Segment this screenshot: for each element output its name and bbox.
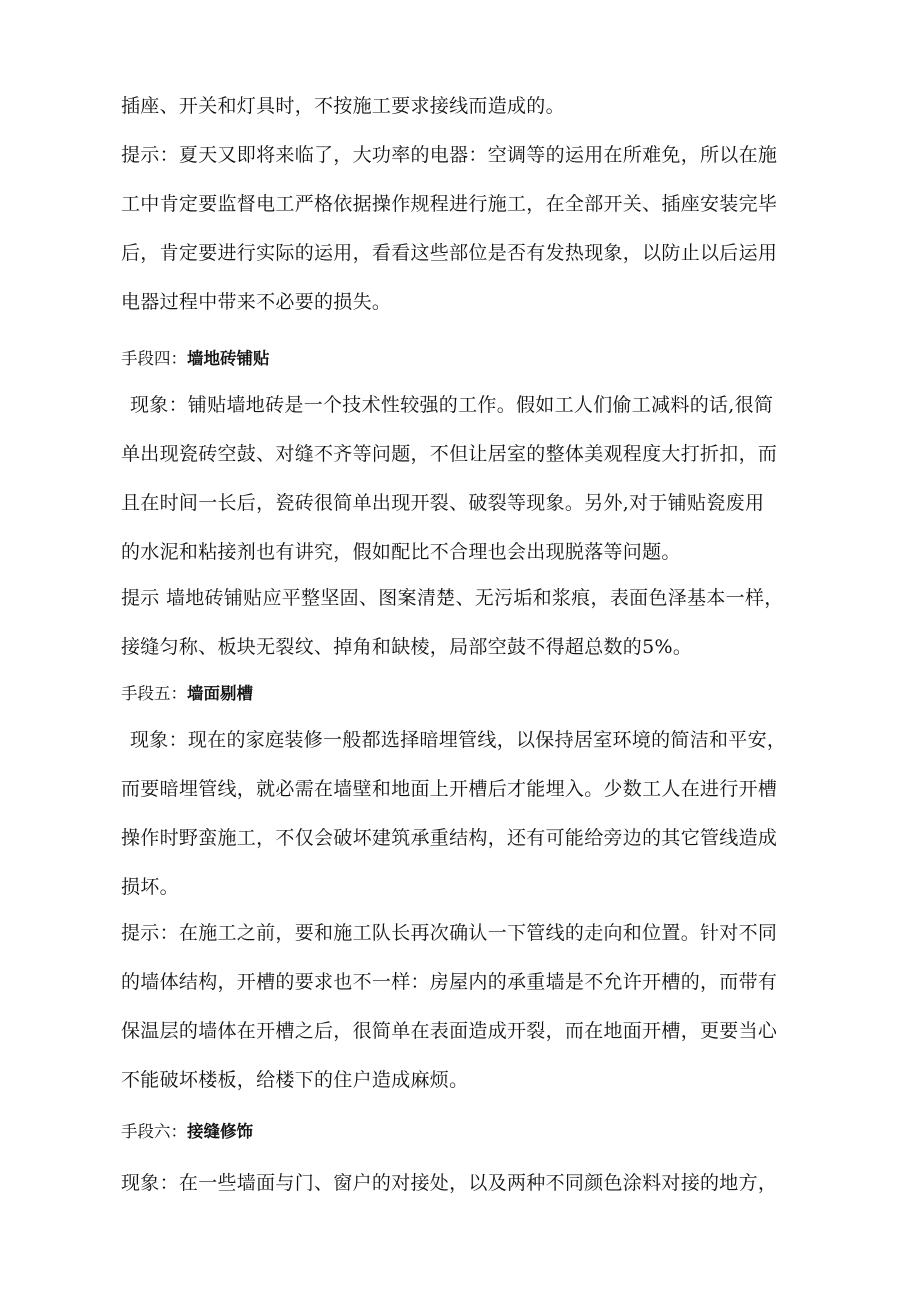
- paragraph-line: 的墙体结构，开槽的要求也不一样：房屋内的承重墙是不允许开槽的，而带有: [121, 971, 778, 993]
- paragraph-line: 保温层的墙体在开槽之后，很简单在表面造成开裂，而在地面开槽，更要当心: [121, 1020, 778, 1042]
- paragraph-line: 操作时野蛮施工，不仅会破坏建筑承重结构，还有可能给旁边的其它管线造成: [121, 827, 778, 849]
- section-prefix: 手段六：: [121, 1122, 187, 1141]
- paragraph-line: 提示：在施工之前，要和施工队长再次确认一下管线的走向和位置。针对不同: [121, 922, 778, 944]
- phenomenon-paragraph: [121, 393, 811, 564]
- paragraph-line: 现象：现在的家庭装修一般都选择暗埋管线，以保持居室环境的简洁和平安，: [130, 729, 787, 751]
- paragraph-line: 的水泥和粘接剂也有讲究，假如配比不合理也会出现脱落等问题。: [121, 541, 681, 563]
- paragraph-line: 接缝匀称、板块无裂纹、掉角和缺棱，局部空鼓不得超总数的5%。: [121, 636, 693, 658]
- paragraph-line: 且在时间一长后，瓷砖很简单出现开裂、破裂等现象。另外,对于铺贴瓷废用: [121, 492, 765, 514]
- paragraph-line: 单出现瓷砖空鼓、对缝不齐等问题，不但让居室的整体美观程度大打折扣，而: [121, 443, 778, 465]
- section-title: 接缝修饰: [187, 1122, 253, 1141]
- paragraph-line: 现象：在一些墙面与门、窗户的对接处，以及两种不同颜色涂料对接的地方，: [121, 1172, 778, 1194]
- paragraph-line: 现象：铺贴墙地砖是一个技术性较强的工作。假如工人们偷工减料的话,很简: [130, 394, 774, 416]
- paragraph-line: 工中肯定要监督电工严格依据操作规程进行施工，在全部开关、插座安装完毕: [121, 193, 778, 215]
- section-heading: [121, 1120, 811, 1144]
- paragraph-line: 提示 墙地砖铺贴应平整坚固、图案清楚、无污垢和浆痕，表面色泽基本一样，: [121, 587, 784, 609]
- tip-paragraph: [121, 921, 811, 1092]
- section-title: 墙地砖铺贴: [187, 349, 270, 368]
- section-heading: [121, 347, 811, 371]
- section-title: 墙面剔槽: [187, 684, 253, 703]
- tip-paragraph: [121, 143, 811, 314]
- document-page: [121, 80, 811, 1195]
- paragraph-line: 损坏。: [121, 876, 179, 898]
- phenomenon-paragraph: [121, 728, 811, 899]
- paragraph-line: 不能破坏楼板，给楼下的住户造成麻烦。: [121, 1069, 469, 1091]
- paragraph-line: 插座、开关和灯具时，不按施工要求接线而造成的。: [121, 95, 565, 117]
- paragraph-line: 电器过程中带来不必要的损失。: [121, 291, 392, 313]
- section-prefix: 手段五：: [121, 684, 187, 703]
- section-heading: [121, 682, 811, 706]
- tip-paragraph: [121, 586, 811, 659]
- paragraph-line: 提示：夏天又即将来临了，大功率的电器：空调等的运用在所难免，所以在施: [121, 144, 778, 166]
- section-prefix: 手段四：: [121, 349, 187, 368]
- paragraph-line: 而要暗埋管线，就必需在墙壁和地面上开槽后才能埋入。少数工人在进行开槽: [121, 778, 778, 800]
- paragraph-line: 后，肯定要进行实际的运用，看看这些部位是否有发热现象，以防止以后运用: [121, 242, 778, 264]
